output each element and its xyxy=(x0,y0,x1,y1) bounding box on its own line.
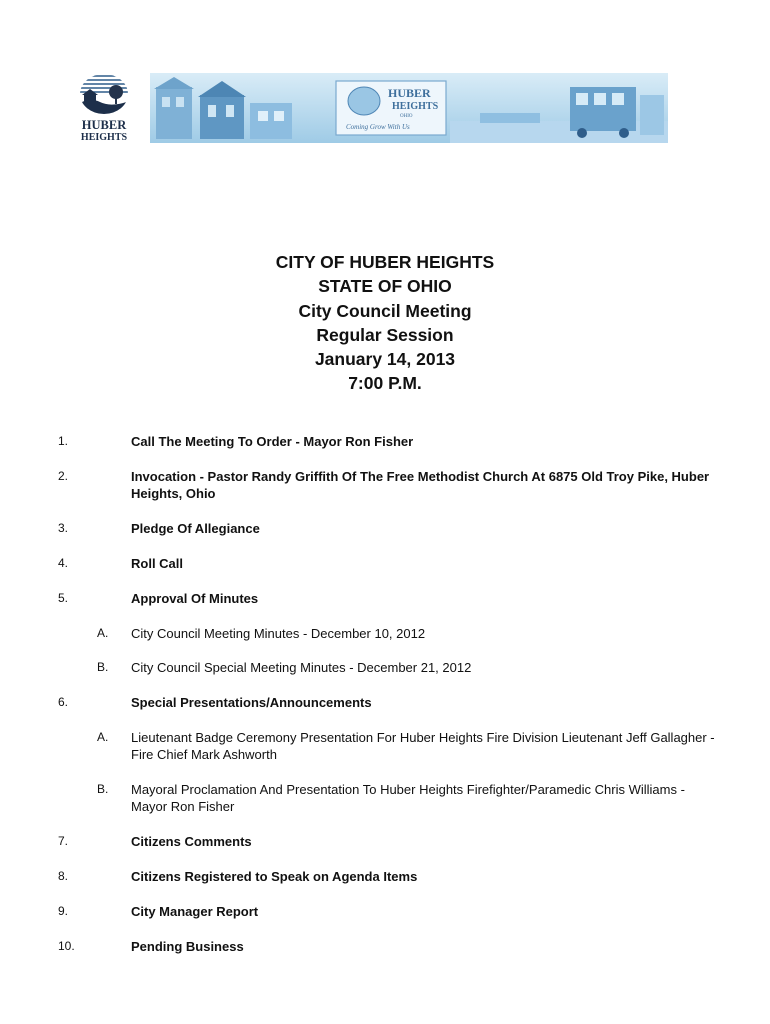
agenda-subitem-letter: B. xyxy=(97,782,109,796)
city-photo-banner xyxy=(150,73,668,143)
agenda-item-number: 2. xyxy=(58,469,69,483)
agenda-subitem-text: Lieutenant Badge Ceremony Presentation For Huber Heights Fire Division Lieutenant Jeff Gallagher - Fire Chief Mark Ashworth xyxy=(131,730,715,762)
agenda-subitem-text: Mayoral Proclamation And Presentation To Huber Heights Firefighter/Paramedic Chris Williams - Mayor Ron Fisher xyxy=(131,782,685,814)
agenda-item-number: 1. xyxy=(58,434,69,448)
agenda-item-number: 4. xyxy=(58,556,69,570)
agenda-item-title: Approval Of Minutes xyxy=(131,591,259,606)
logo-text-huber: HUBER xyxy=(81,118,127,132)
agenda-item-title: Citizens Comments xyxy=(131,834,252,849)
huber-heights-logo xyxy=(74,72,134,146)
agenda-item-title: Pending Business xyxy=(131,939,244,954)
header-time: 7:00 P.M. xyxy=(348,373,422,394)
agenda-header xyxy=(0,250,770,396)
header-session: Regular Session xyxy=(316,324,454,345)
banner-sign-ohio: OHIO xyxy=(400,114,413,119)
banner-sign-huber: HUBER xyxy=(388,86,431,100)
agenda-subitem-letter: A. xyxy=(97,626,109,640)
agenda-subitem-text: City Council Meeting Minutes - December 10, 2012 xyxy=(131,626,426,641)
agenda-item-number: 8. xyxy=(58,869,69,883)
agenda-item-title: Special Presentations/Announcements xyxy=(131,695,372,710)
agenda-item-title: City Manager Report xyxy=(131,904,259,919)
agenda-item-title: Pledge Of Allegiance xyxy=(131,521,260,536)
agenda-item-title: Invocation - Pastor Randy Griffith Of The Free Methodist Church At 6875 Old Troy Pike, Huber Heights, Ohio xyxy=(131,469,710,501)
agenda-item-number: 5. xyxy=(58,591,69,605)
agenda-subitem-letter: B. xyxy=(97,660,109,674)
agenda-item-title: Citizens Registered to Speak on Agenda Items xyxy=(131,869,418,884)
agenda-item-number: 7. xyxy=(58,834,69,848)
agenda-item-number: 3. xyxy=(58,521,69,535)
header-meeting: City Council Meeting xyxy=(298,300,472,321)
agenda-item-number: 6. xyxy=(58,695,69,709)
agenda-item-number: 9. xyxy=(58,904,69,918)
agenda-item-title: Roll Call xyxy=(131,556,184,571)
agenda-item-title: Call The Meeting To Order - Mayor Ron Fisher xyxy=(131,434,414,449)
header-date: January 14, 2013 xyxy=(314,349,456,370)
banner-sign-heights: HEIGHTS xyxy=(392,101,439,112)
logo-text-heights: HEIGHTS xyxy=(80,132,128,143)
agenda-subitem-letter: A. xyxy=(97,730,109,744)
agenda-item-number: 10. xyxy=(58,939,75,953)
agenda-subitem-text: City Council Special Meeting Minutes - December 21, 2012 xyxy=(131,660,472,675)
banner-sign-slogan: Coming Grow With Us xyxy=(346,123,410,131)
header-state: STATE OF OHIO xyxy=(318,276,452,297)
header-city: CITY OF HUBER HEIGHTS xyxy=(275,252,495,272)
